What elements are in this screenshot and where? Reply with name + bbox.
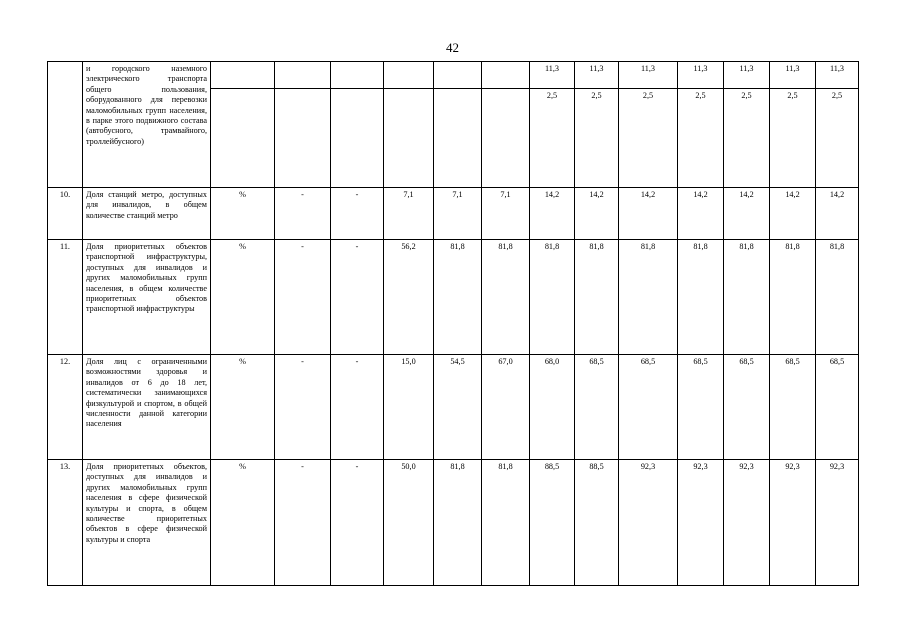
value-cell: 81,8 [482,460,530,586]
value-cell: 92,3 [678,460,724,586]
value-cell: - [331,355,384,460]
value-cell: 81,8 [530,240,575,355]
value-cell: 81,8 [724,240,770,355]
table-row [48,240,859,355]
value-cell: 81,8 [434,240,482,355]
value-cell: 92,3 [816,460,859,586]
value-cell: 2,5 [530,89,575,188]
value-cell: 68,0 [530,355,575,460]
value-cell: 14,2 [816,188,859,240]
value-cell: 2,5 [619,89,678,188]
table-row [48,460,859,586]
value-cell: 14,2 [770,188,816,240]
value-cell: 50,0 [384,460,434,586]
value-cell: - [275,460,331,586]
value-cell: 81,8 [678,240,724,355]
value-cell [331,89,384,188]
value-cell [482,89,530,188]
indicator-description: Доля лиц с ограниченными возможностями здоровья и инвалидов от 6 до 18 лет, систематически занимающихся физкультурой и спортом, в общей численности данной категории населения [83,355,211,460]
value-cell: 81,8 [575,240,619,355]
value-cell: 11,3 [816,62,859,89]
value-cell: 2,5 [724,89,770,188]
value-cell: 14,2 [678,188,724,240]
row-number: 13. [48,460,83,586]
value-cell: 68,5 [619,355,678,460]
value-cell: - [275,355,331,460]
value-cell: 11,3 [619,62,678,89]
value-cell: 14,2 [530,188,575,240]
value-cell [384,62,434,89]
unit-cell [211,89,275,188]
value-cell: - [331,188,384,240]
value-cell: - [331,460,384,586]
value-cell: 56,2 [384,240,434,355]
table-row [48,355,859,460]
value-cell: 68,5 [678,355,724,460]
value-cell [275,89,331,188]
value-cell: 11,3 [678,62,724,89]
value-cell: 2,5 [575,89,619,188]
value-cell: 11,3 [575,62,619,89]
unit-cell: % [211,460,275,586]
value-cell: 11,3 [530,62,575,89]
value-cell: 14,2 [575,188,619,240]
value-cell [275,62,331,89]
value-cell: - [275,188,331,240]
indicator-table [47,61,859,586]
row-number: 10. [48,188,83,240]
value-cell: 68,5 [770,355,816,460]
value-cell: 2,5 [770,89,816,188]
value-cell: 7,1 [482,188,530,240]
row-number: 11. [48,240,83,355]
value-cell: - [331,240,384,355]
value-cell: 14,2 [724,188,770,240]
value-cell: 81,8 [482,240,530,355]
value-cell: 68,5 [816,355,859,460]
value-cell: 68,5 [575,355,619,460]
value-cell [384,89,434,188]
value-cell: 2,5 [816,89,859,188]
value-cell: 92,3 [724,460,770,586]
unit-cell [211,62,275,89]
value-cell: - [275,240,331,355]
value-cell: 88,5 [530,460,575,586]
page-number: 42 [446,40,459,55]
value-cell: 2,5 [678,89,724,188]
value-cell: 54,5 [434,355,482,460]
value-cell: 92,3 [770,460,816,586]
table-row [48,62,859,89]
indicator-description: Доля приоритетных объектов транспортной инфраструктуры, доступных для инвалидов и других маломобильных групп населения, в общем количестве приоритетных объектов транспортной инфраструктуры [83,240,211,355]
value-cell [331,62,384,89]
indicator-description: Доля станций метро, доступных для инвалидов, в общем количестве станций метро [83,188,211,240]
unit-cell: % [211,355,275,460]
value-cell: 81,8 [619,240,678,355]
value-cell: 7,1 [434,188,482,240]
row-number [48,62,83,188]
value-cell [482,62,530,89]
unit-cell: % [211,240,275,355]
value-cell: 7,1 [384,188,434,240]
value-cell: 15,0 [384,355,434,460]
table-row [48,188,859,240]
row-number: 12. [48,355,83,460]
value-cell: 81,8 [434,460,482,586]
value-cell: 81,8 [770,240,816,355]
value-cell [434,89,482,188]
unit-cell: % [211,188,275,240]
value-cell: 11,3 [770,62,816,89]
value-cell: 11,3 [724,62,770,89]
value-cell: 14,2 [619,188,678,240]
indicator-description: Доля приоритетных объектов, доступных для инвалидов и других маломобильных групп населения в сфере физической культуры и спорта, в общем количестве приоритетных объектов в сфере физической культуры и спорта [83,460,211,586]
value-cell: 67,0 [482,355,530,460]
value-cell [434,62,482,89]
value-cell: 81,8 [816,240,859,355]
value-cell: 68,5 [724,355,770,460]
value-cell: 88,5 [575,460,619,586]
indicator-description: и городского наземного электрического транспорта общего пользования, оборудованного для перевозки маломобильных групп населения, в парке этого подвижного состава (автобусного, трамвайного, троллейбусного) [83,62,211,188]
value-cell: 92,3 [619,460,678,586]
